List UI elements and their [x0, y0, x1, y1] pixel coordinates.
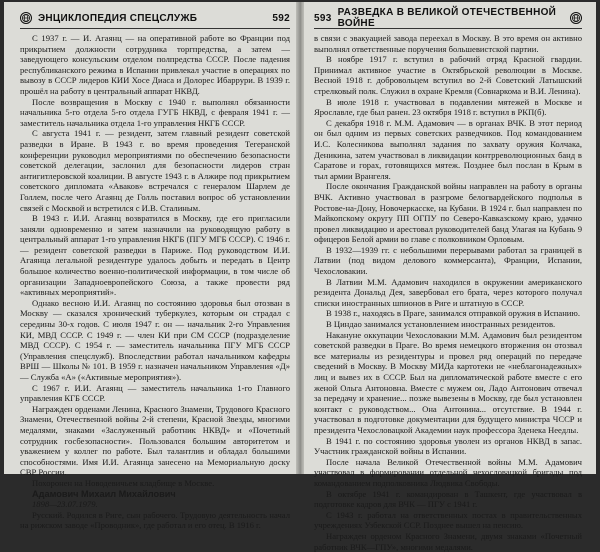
paragraph: С декабря 1918 г. М.М. Адамович — в органах ВЧК. В этот период он был одним из первых советских разведчиков. Под командованием И.С. Колесникова выполнял задания по захвату оружия Колчака, Деникина, затем участвовал в ликвидации контрреволюционных банд в Саратове и горах, готовящихся мятеж. Позднее был послан в Крым в тыл армии Врангеля. — [314, 117, 582, 181]
paragraph: В 1941 г. по состоянию здоровья уволен из органов НКВД в запас. Участник гражданской войны в Испании. — [314, 435, 582, 457]
paragraph: Похоронен на Новодевичьем кладбище в Москве. — [32, 477, 215, 488]
left-page-header — [20, 8, 290, 29]
left-header-title: ЭНЦИКЛОПЕДИЯ СПЕЦСЛУЖБ — [38, 12, 198, 24]
entry-title: Адамович Михаил Михайлович — [32, 488, 176, 499]
left-page — [4, 2, 298, 531]
right-page-number: 593 — [314, 12, 332, 24]
globe-icon — [570, 12, 582, 24]
right-header-title: РАЗВЕДКА В ВЕЛИКОЙ ОТЕЧЕСТВЕННОЙ ВОЙНЕ — [337, 7, 557, 29]
paragraph: Накануне оккупации Чехословакии М.М. Адамович был резидентом советской разведки в Праге. Во время немецкого вторжения он отозвал все материалы из резидентуры и провел ряд операций по передаче сведений в Москву. В Москву МИДа картотеки не «неблагонадежных» лиц и вывез их в СССР. Был на дипломатической работе вместе с его женой Ольга Антоновна. Вместе с мужем он, Ладо Антонович отвечал за передачу и хранение... позже вывезены в Москву, где был установлен контакт с руководством... Она Антонина... отсутствие. В 1944 г. участвовал в подготовке документации для будущего министра ЧССР и президента Чехословацкой Академии наук профессора Зденека Неедлы. — [314, 329, 582, 435]
left-body-text — [20, 33, 290, 531]
left-page-number: 592 — [272, 12, 290, 24]
right-body-text — [314, 33, 582, 552]
paragraph: В июле 1918 г. участвовал в подавлении мятежей в Москве и Ярославле, где был ранен. 23 октября 1918 г. вступил в РКП(б). — [314, 96, 582, 118]
paragraph: В 1932—1939 гг. с небольшими перерывами работал за границей в Латвии (под видом делового коммерсанта), Франции, Испании, Чехословакии. — [314, 244, 582, 277]
paragraph: Награжден орденом Красного Знамени, двумя знаками «Почетный работник ВЧК—ГПУ», многими медалями. — [314, 530, 582, 552]
paragraph: С 1943 г. работал на ответственных постах в правительственных учреждениях Узбекской ССР. Позднее вышел на пенсию. — [314, 509, 582, 531]
paragraph: После возвращения в Москву с 1940 г. выполнял обязанности начальника 5-го отдела 5-го отдела ГУГБ НКВД, с февраля 1941 г. — заместитель начальника отдела 1-го управления НКГБ СССР. — [20, 96, 290, 128]
paragraph: После окончания Гражданской войны направлен на работу в органы ВЧК. Активно участвовал в разгроме белогвардейского подполья в Ростове-на-Дону, Новочеркасске, на Кубани. В 1924 г. был направлен по Майкопскому округу ПП ОГПУ по Северо-Кавказскому краю, удачно провел ликвидацию и арестовал руководителей банд Улагая на Кубань 9 офицеров Белой армии во главе с полковником Орловым. — [314, 181, 582, 245]
paragraph: Русский. Родился в Риге, сын рабочего. Трудовую деятельность начал на рижском заводе «Проводник», где работал и его отец. В 1916 г. — [20, 509, 290, 531]
paragraph: В 1943 г. И.И. Агаянц возвратился в Москву, где его пригласили заняли одновременно и затем назначили на руководящую работу в центральный аппарат 1-го управления НКГБ (ПГУ МГБ СССР). С 1946 г. — резидент советской разведки в Париже. Под руководством И.И. Агаянца легальной резидентуре удалось добыть и передать в Центр большое количество военно-политической информации, в том числе об организации Западноевропейского Союза, а также провести ряд «активных мероприятий». — [20, 213, 290, 298]
paragraph: С августа 1941 г. — резидент, затем главный резидент советской разведки в Иране. В 1943 г. во время проведения Тегеранской конференции руководил мероприятиями по обеспечению безопасности советской делегации, заслонил для безопасности лидеров стран антигитлеровской коалиции. В августе 1943 г. в Алжире под прикрытием советского дипломата «Аваков» встречался с генералом Шарлем де Голлем, после чего Агаянц де Голль поставил вопрос об установлении связей с Москвой и встретился с И.В. Сталиным. — [20, 128, 290, 213]
book-spread — [4, 2, 596, 552]
paragraph: в связи с эвакуацией завода переехал в Москву. В это время он активно выполнял ответственные поручения большевистской партии. — [314, 33, 582, 54]
paragraph: В ноябре 1917 г. вступил в рабочий отряд Красной гвардии. Принимал активное участие в Октябрьской революции в Москве. Весной 1918 г. добровольцем вступил во 2-й Советский Латышский стрелковый полк. Служил в охране Кремля (Совнаркома и В.И. Ленина). — [314, 54, 582, 96]
paragraph: В октябре 1941 г. командирован в Ташкент, где участвовал в подготовке кадров для ВЧК — ПГУ с 1941 г. — [314, 488, 582, 510]
paragraph: В Циндао занимался установлением иностранных резидентов. — [326, 319, 556, 330]
right-page-header — [314, 8, 582, 29]
right-page — [304, 2, 596, 552]
paragraph: С 1937 г. — И. Агаянц — на оперативной работе во Франции под прикрытием должности сотрудника торгпредства, а затем — заведующего консульским отделом полпредства СССР. После падения республиканского режима в Испании привлекал участие в операциях по вывозу в СССР лидеров КИИ Хосе Диаса и Долорес Ибаррури. В 1939 г. прошёл на работу в центральный аппарат НКВД. — [20, 33, 290, 96]
paragraph: В Латвии М.М. Адамович находился в окружении американского резидента Дональд Дея, завербовал его брата, через которого получал списки иностранных шпионов в Риге и штатную в СССР. — [314, 276, 582, 308]
entry-dates: 1898—23.07.1979. — [32, 499, 98, 510]
globe-icon — [20, 12, 32, 24]
paragraph: Однако весною И.И. Агаянц по состоянию здоровья был отозван в Москву — сказался хронический туберкулез, которым он страдал с середины 30-х годов. С июля 1947 г. он — начальник 2-го Управления КИ, МВД СССР. С 1949 г. — член КИ при СМ СССР (подразделение МВД СССР). С 1954 г. — заместитель начальника ПГУ МГБ СССР (Управления спецслужб). Впоследствии работал начальником кафедры ВРШ — Школы № 101. В 1959 г. назначен начальником Управления «Д» — Служба «А» («Активные мероприятия»). — [20, 297, 290, 382]
paragraph: Награжден орденами Ленина, Красного Знамени, Трудового Красного Знамени, Отечественной войны 2-й степени, Красной Звезды, многими медалями, знаками «Заслуженный работник НКВД» и «Почетный сотрудник госбезопасности». Пользовался большим авторитетом и уважением у коллег по работе. Был талантлив и обладал большими способностями. Имя И.И. Агаянца занесено на Мемориальную доску СВР России. — [20, 403, 290, 478]
paragraph: В 1938 г., находясь в Праге, занимался отправкой оружия в Испанию. — [326, 308, 580, 319]
paragraph: С 1967 г. И.И. Агаянц — заместитель начальника 1-го Главного управления КГБ СССР. — [20, 382, 290, 404]
paragraph: После начала Великой Отечественной войны М.М. Адамович участвовал в формировании отдельной чехословацкой бригады под командованием подполковника Людвика Свободы. — [314, 456, 582, 488]
